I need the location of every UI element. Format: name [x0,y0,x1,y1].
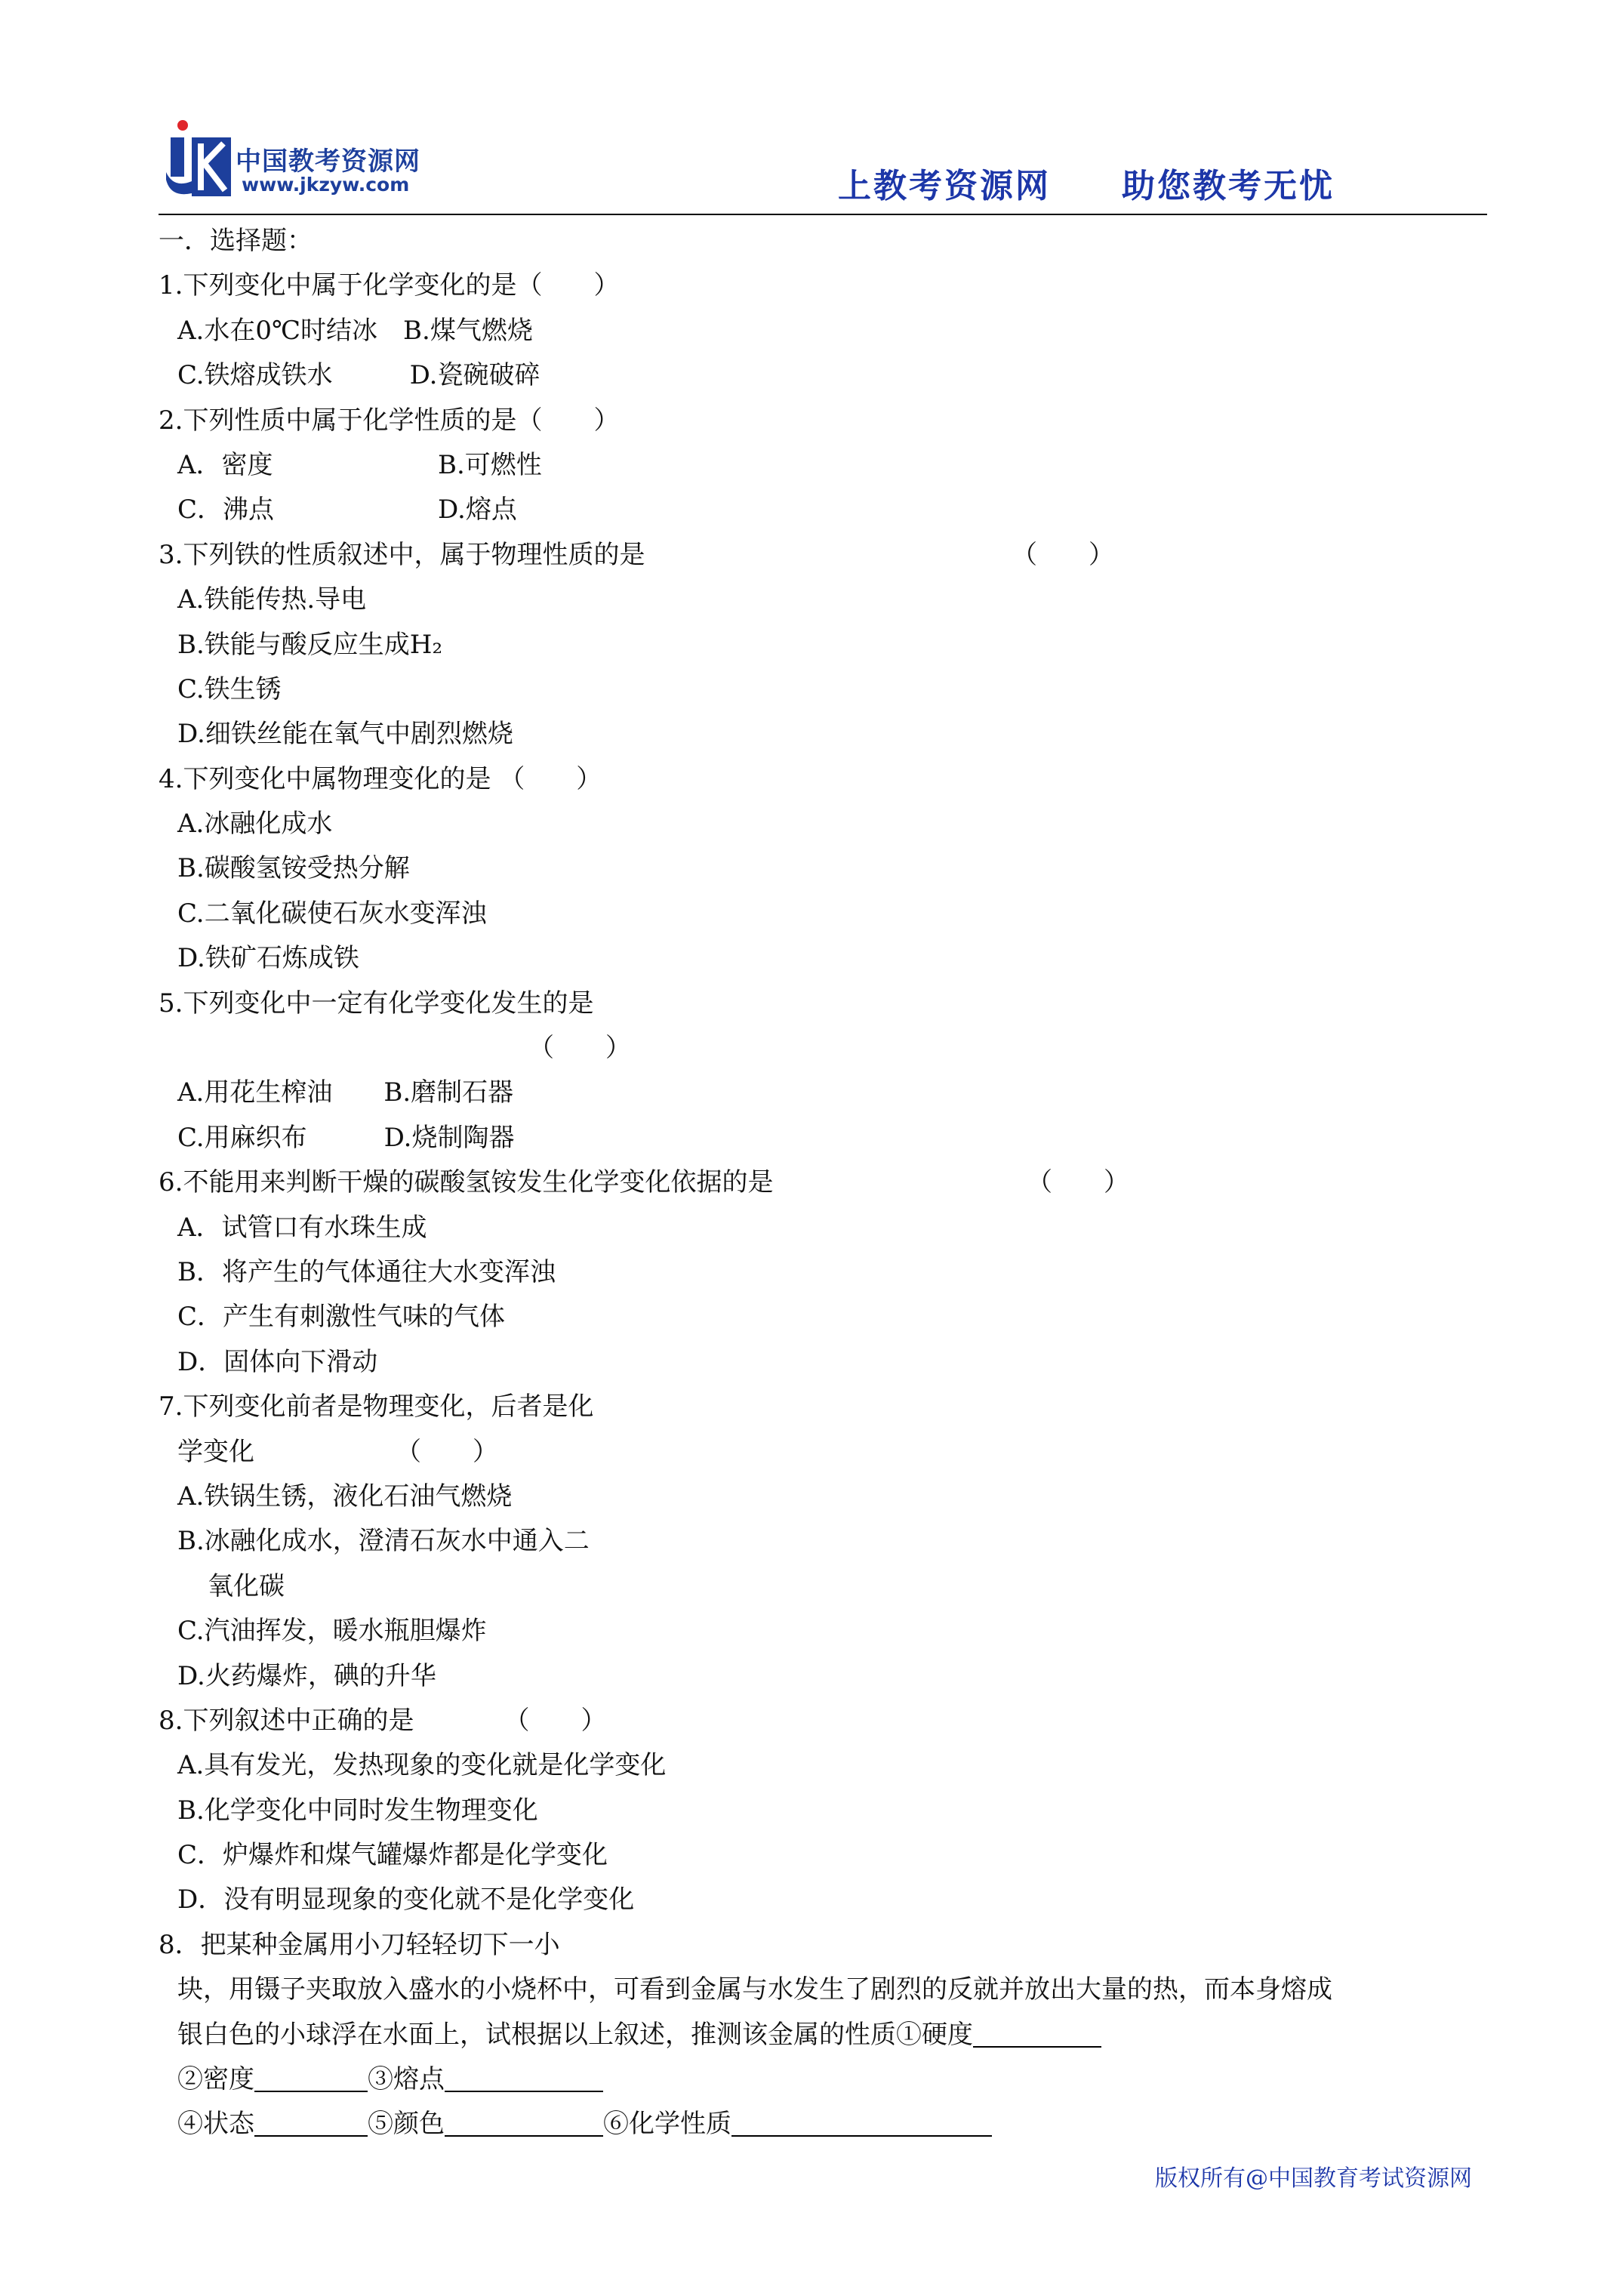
question-5-stem: 5.下列变化中一定有化学变化发生的是 [159,988,594,1019]
header-slogan: 上教考资源网 助您教考无忧 [838,167,1335,205]
question-2-option-b: B.可燃性 [438,449,542,480]
question-8-option-a: A.具有发光，发热现象的变化就是化学变化 [177,1750,667,1781]
question-9-text-line3-row [159,2013,1487,2057]
question-4-option-a: A.冰融化成水 [177,809,333,840]
question-2-options-cd [159,488,1487,532]
question-1-options-ab: A.水在0℃时结冰 B.煤气燃烧 [177,315,533,346]
melting-point-blank[interactable] [445,2062,603,2092]
question-3-stem: 3.下列铁的性质叙述中，属于物理性质的是 [159,539,645,570]
question-7-stem-line1: 7.下列变化前者是物理变化，后者是化 [159,1391,594,1422]
question-6-stem: 6.不能用来判断干燥的碳酸氢铵发生化学变化依据的是 [159,1167,774,1198]
question-3-option-c: C.铁生锈 [177,673,282,704]
density-label: ②密度 [177,2064,254,2095]
question-7-stem-line2: 学变化 （ ） [177,1436,498,1467]
question-9-blanks-row2 [159,2102,1487,2147]
question-6-answer-paren: （ ） [1027,1167,1129,1198]
question-7-option-d: D.火药爆炸，碘的升华 [177,1660,436,1691]
question-5-options-cd: C.用麻织布 D.烧制陶器 [177,1122,515,1153]
color-label: ⑤颜色 [368,2109,445,2140]
question-9-text-line3: 银白色的小球浮在水面上，试根据以上叙述，推测该金属的性质①硬度 [177,2019,973,2050]
density-blank[interactable] [254,2062,368,2092]
question-8-option-c: C．炉爆炸和煤气罐爆炸都是化学变化 [177,1840,608,1871]
copyright-footer: 版权所有@中国教育考试资源网 [1155,2165,1472,2192]
question-5-answer-paren: （ ） [528,1033,631,1064]
worksheet-body [159,219,1487,2147]
question-6-option-b: B．将产生的气体通往大水变浑浊 [177,1256,556,1287]
question-3-option-b: B.铁能与酸反应生成H₂ [177,629,443,660]
question-1-stem: 1.下列变化中属于化学变化的是（ ） [159,270,620,301]
melting-point-label: ③熔点 [368,2064,445,2095]
chemical-property-label: ⑥化学性质 [603,2109,731,2140]
question-8-option-b: B.化学变化中同时发生物理变化 [177,1795,538,1826]
question-4-option-d: D.铁矿石炼成铁 [177,943,359,974]
question-4-option-c: C.二氧化碳使石灰水变浑浊 [177,898,487,929]
question-6-option-c: C．产生有刺激性气味的气体 [177,1302,506,1333]
question-2-option-d: D.熔点 [438,495,517,525]
question-7-option-a: A.铁锅生锈，液化石油气燃烧 [177,1481,513,1512]
question-3-stem-row [159,533,1487,578]
question-9-text-line2: 块，用镊子夹取放入盛水的小烧杯中，可看到金属与水发生了剧烈的反就并放出大量的热，而本身熔成 [177,1974,1332,2005]
question-5-options-ab: A.用花生榨油 B.磨制石器 [177,1077,514,1108]
question-8-stem: 8.下列叙述中正确的是 （ ） [159,1705,607,1736]
question-4-option-b: B.碳酸氢铵受热分解 [177,853,410,884]
question-7-option-c: C.汽油挥发，暖水瓶胆爆炸 [177,1616,487,1647]
question-9-blanks-row1 [159,2057,1487,2102]
question-2-options-ab [159,443,1487,488]
question-3-answer-paren: （ ） [1012,539,1114,570]
question-9-stem: 8．把某种金属用小刀轻轻切下一小 [159,1929,560,1960]
chemical-property-blank[interactable] [731,2106,992,2137]
question-4-stem: 4.下列变化中属物理变化的是 （ ） [159,763,602,794]
page-header [159,113,1487,215]
question-2-option-a: A．密度 [177,449,273,480]
question-7-option-b-line2: 氧化碳 [208,1570,285,1601]
question-7-option-b-line1: B.冰融化成水，澄清石灰水中通入二 [177,1526,590,1557]
question-3-option-a: A.铁能传热.导电 [177,584,367,615]
logo-site-name: 中国教考资源网 [236,146,420,177]
question-6-option-a: A．试管口有水珠生成 [177,1212,427,1243]
question-6-stem-row [159,1160,1487,1205]
question-2-stem: 2.下列性质中属于化学性质的是（ ） [159,405,620,436]
color-blank[interactable] [445,2106,603,2137]
question-6-option-d: D．固体向下滑动 [177,1346,378,1377]
jk-logo-icon [166,119,234,202]
question-1-options-cd: C.铁熔成铁水 D.瓷碗破碎 [177,360,540,391]
hardness-blank[interactable] [973,2017,1101,2048]
state-label: ④状态 [177,2109,254,2140]
state-blank[interactable] [254,2106,368,2137]
question-8-option-d: D．没有明显现象的变化就不是化学变化 [177,1885,635,1915]
header-divider [159,214,1487,215]
question-3-option-d: D.细铁丝能在氧气中剧烈燃烧 [177,719,513,750]
section-title: 一．选择题： [159,226,313,256]
site-logo[interactable] [166,119,460,202]
logo-site-url[interactable]: www.jkzyw.com [242,174,410,196]
question-2-option-c: C．沸点 [177,495,275,525]
